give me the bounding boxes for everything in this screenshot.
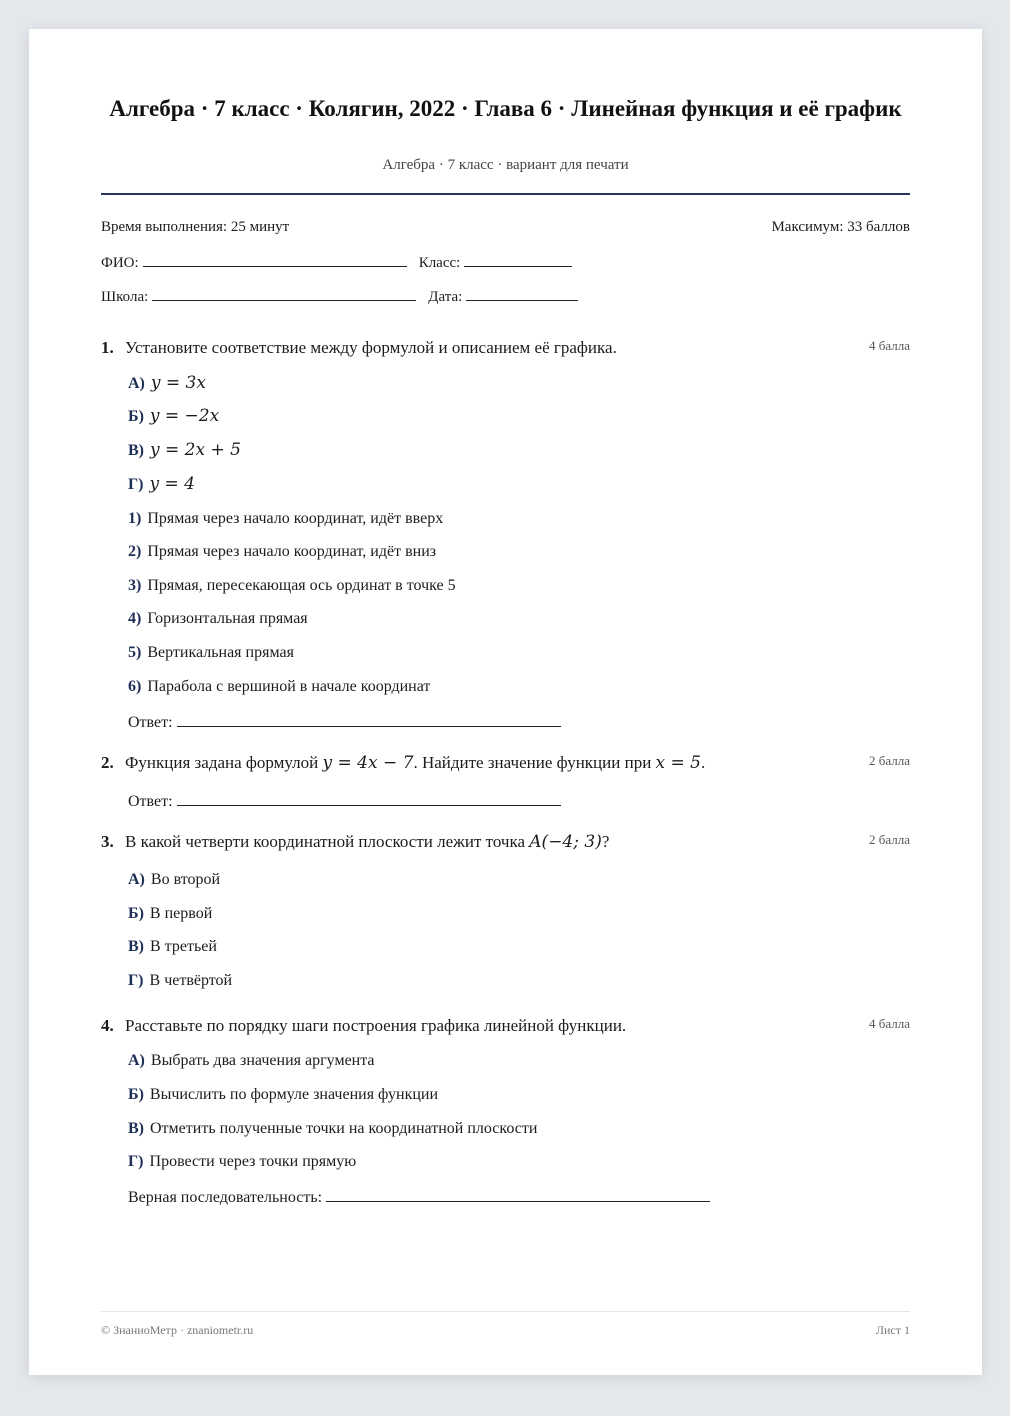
- option-label: Б): [128, 905, 144, 922]
- option-label: А): [128, 1052, 145, 1069]
- q1-match-6[interactable]: [128, 678, 430, 696]
- q1-option-g[interactable]: [128, 474, 195, 494]
- option-label: Б): [128, 1086, 144, 1103]
- match-text: Прямая через начало координат, идёт вверх: [147, 510, 444, 527]
- q4-option-g[interactable]: [128, 1153, 356, 1171]
- option-label: В): [128, 938, 144, 955]
- worksheet-page: [29, 29, 982, 1375]
- match-label: 3): [128, 577, 142, 594]
- q4-option-v[interactable]: [128, 1120, 537, 1138]
- q3-option-a[interactable]: [128, 871, 220, 889]
- option-text: Вычислить по формуле значения функции: [149, 1086, 439, 1103]
- option-label: А): [128, 871, 145, 888]
- option-label: Г): [128, 1153, 144, 1170]
- q1-match-5[interactable]: [128, 644, 294, 662]
- q3-option-v[interactable]: [128, 938, 217, 956]
- q1-match-1[interactable]: [128, 510, 443, 528]
- school-label: Школа:: [101, 289, 149, 305]
- q1-option-v[interactable]: [128, 440, 241, 460]
- question-points: 2 балла: [869, 832, 910, 847]
- question-4: [101, 1016, 910, 1036]
- option-label: В): [128, 1120, 144, 1137]
- match-label: 6): [128, 678, 142, 695]
- question-text: Функция задана формулой: [125, 753, 319, 772]
- option-text: В четвёртой: [149, 972, 233, 989]
- question-text-middle: . Найдите значение функции при: [413, 753, 652, 772]
- page-subtitle: Алгебра · 7 класс · вариант для печати: [382, 157, 629, 173]
- answer-label: Ответ:: [128, 714, 173, 731]
- question-text-end: ?: [601, 832, 610, 851]
- match-label: 2): [128, 543, 142, 560]
- footer-copyright: © ЗнаниоМетр · znaniometr.ru: [101, 1323, 254, 1337]
- option-label: В): [128, 442, 144, 459]
- question-2: [101, 753, 910, 773]
- q2-answer-line[interactable]: [177, 791, 561, 806]
- class-label: Класс:: [418, 255, 461, 271]
- option-formula: y = 3x: [150, 373, 206, 393]
- question-text: Расставьте по порядку шаги построения графика линейной функции.: [125, 1016, 627, 1035]
- match-text: Горизонтальная прямая: [147, 610, 308, 627]
- question-number: 2.: [101, 753, 114, 772]
- question-points: 2 балла: [869, 753, 910, 768]
- q4-answer-line[interactable]: [326, 1187, 710, 1202]
- q4-answer-row: [128, 1187, 710, 1207]
- header-divider: [101, 193, 910, 195]
- question-number: 3.: [101, 832, 114, 851]
- option-formula: y = 4: [149, 474, 195, 494]
- q4-option-a[interactable]: [128, 1052, 375, 1070]
- option-text: В первой: [149, 905, 213, 922]
- question-number: 1.: [101, 338, 114, 357]
- question-points: 4 балла: [869, 1016, 910, 1031]
- option-text: В третьей: [150, 938, 217, 955]
- option-text: Выбрать два значения аргумента: [150, 1052, 375, 1069]
- question-formula-2: x = 5: [655, 753, 702, 773]
- question-text: В какой четверти координатной плоскости лежит точка: [125, 832, 526, 851]
- question-formula: A(−4; 3): [529, 832, 602, 852]
- q1-match-2[interactable]: [128, 543, 436, 561]
- q1-answer-line[interactable]: [177, 712, 561, 727]
- fio-input-line[interactable]: [143, 252, 407, 267]
- match-label: 4): [128, 610, 142, 627]
- q3-option-b[interactable]: [128, 905, 212, 923]
- q1-match-4[interactable]: [128, 610, 308, 628]
- q3-option-g[interactable]: [128, 972, 232, 990]
- match-text: Вертикальная прямая: [147, 644, 294, 661]
- school-input-line[interactable]: [152, 286, 416, 301]
- match-text: Прямая через начало координат, идёт вниз: [147, 543, 437, 560]
- footer-divider: [101, 1311, 910, 1312]
- page-title: Алгебра · 7 класс · Колягин, 2022 · Глава 6 · Линейная функция и её график: [109, 96, 902, 121]
- q2-answer-row: [128, 791, 561, 811]
- fio-label: ФИО:: [101, 255, 139, 271]
- question-formula: y = 4x − 7: [322, 753, 414, 773]
- option-text: Провести через точки прямую: [149, 1153, 357, 1170]
- match-text: Прямая, пересекающая ось ординат в точке 5: [147, 577, 456, 594]
- option-label: Б): [128, 408, 144, 425]
- class-input-line[interactable]: [464, 252, 572, 267]
- option-label: А): [128, 375, 145, 392]
- answer-label: Верная последовательность:: [128, 1189, 323, 1206]
- option-label: Г): [128, 972, 144, 989]
- date-label: Дата:: [428, 289, 463, 305]
- date-input-line[interactable]: [466, 286, 578, 301]
- question-number: 4.: [101, 1016, 114, 1035]
- option-formula: y = 2x + 5: [150, 440, 241, 460]
- question-text: Установите соответствие между формулой и описанием её графика.: [125, 338, 617, 357]
- q1-option-a[interactable]: [128, 373, 206, 393]
- footer-page-number: Лист 1: [875, 1323, 910, 1337]
- option-text: Во второй: [150, 871, 221, 888]
- match-label: 1): [128, 510, 142, 527]
- q1-match-3[interactable]: [128, 577, 456, 595]
- option-formula: y = −2x: [149, 406, 220, 426]
- max-score: Максимум: 33 баллов: [771, 219, 910, 235]
- school-date-row: [101, 286, 578, 306]
- question-points: 4 балла: [869, 338, 910, 353]
- match-label: 5): [128, 644, 142, 661]
- option-text: Отметить полученные точки на координатной плоскости: [150, 1120, 538, 1137]
- q1-answer-row: [128, 712, 561, 732]
- name-class-row: [101, 252, 572, 272]
- q4-option-b[interactable]: [128, 1086, 438, 1104]
- option-label: Г): [128, 476, 144, 493]
- question-text-end: .: [701, 753, 706, 772]
- answer-label: Ответ:: [128, 793, 173, 810]
- q1-option-b[interactable]: [128, 406, 219, 426]
- page-content: [101, 29, 910, 1375]
- match-text: Парабола с вершиной в начале координат: [147, 678, 431, 695]
- question-1: [101, 338, 910, 358]
- question-3: [101, 832, 910, 852]
- time-limit: Время выполнения: 25 минут: [101, 219, 290, 235]
